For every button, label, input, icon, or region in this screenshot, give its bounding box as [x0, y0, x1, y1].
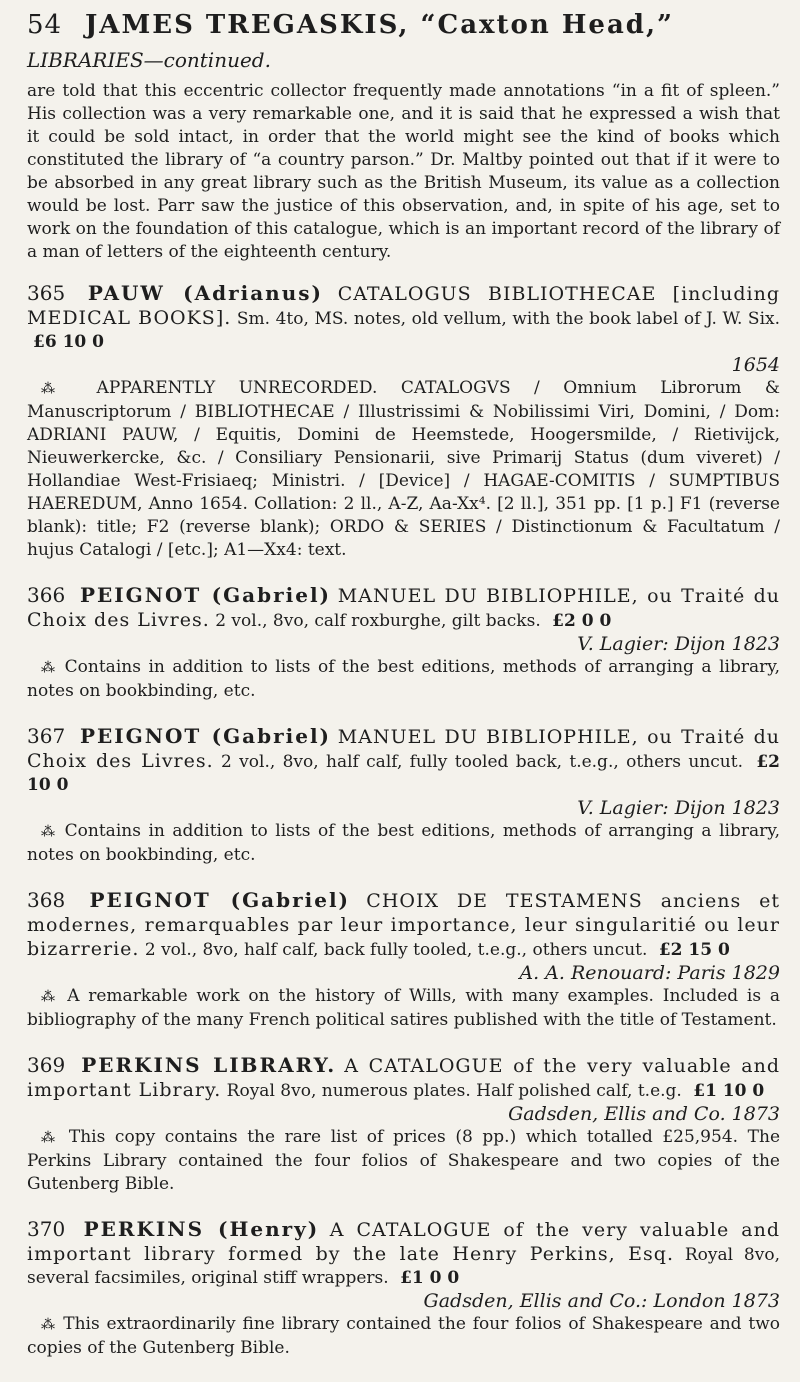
entry-author: PERKINS LIBRARY. [81, 1053, 337, 1077]
entry-number: 365 [27, 281, 66, 305]
asterism-icon: ⁂ [41, 1130, 60, 1146]
entry-imprint: 1654 [731, 354, 780, 376]
entry-note [27, 985, 780, 1032]
running-title: JAMES TREGASKIS, “Caxton Head,” [85, 10, 674, 40]
entry-number: 368 [27, 888, 66, 912]
entry-note [27, 1126, 780, 1196]
entry-imprint: Gadsden, Ellis and Co. 1873 [508, 1103, 780, 1125]
intro-paragraph: are told that this eccentric collector frequently made annotations “in a fit of spleen.” His collection was a very remarkable one, and it is said that he expressed a wish that it could be sold intact, in order that the world might see the kind of books which constituted the library of “a country parson.” Dr. Maltby pointed out that if it were to be absorbed in any great library such as the British Museum, its value as a collection would be lost. Parr saw the justice of this observation, and, in spite of his age, set to work on the foundation of this catalogue, which is an important record of the library of a man of letters of the eighteenth century. [27, 81, 780, 262]
entry-description: 2 vol., 8vo, calf roxburghe, gilt backs. [215, 611, 541, 631]
page-number: 54 [27, 10, 63, 40]
entry-author: PEIGNOT (Gabriel) [79, 724, 332, 748]
entry-note-text: Contains in addition to lists of the best editions, methods of arranging a library, notes on bookbinding, etc. [27, 821, 780, 865]
entry-note [27, 1313, 780, 1360]
entry-title: A CATALOGUE of the very valuable and important library formed by the late Henry Perkins, Esq. [27, 1219, 781, 1265]
catalogue-entry-370 [27, 1218, 780, 1360]
entry-price: £1 0 0 [400, 1268, 460, 1288]
asterism-icon: ⁂ [41, 989, 59, 1005]
entry-title: MANUEL DU BIBLIOPHILE, ou Traité du Choix des Livres. [27, 585, 781, 631]
entry-note-text: APPARENTLY UNRECORDED. CATALOGVS / Omnium Librorum & Manuscriptorum / BIBLIOTHECAE / Illustrissimi & Nobilissimi Viri, Domini, / Dom: ADRIANI PAUW, / Equitis, Domini de Heemstede, Hoogersmilde, / Rietivijck, Nieuwerkercke, &c. / Consiliary Pensionarii, sive Primarij Status (dum viveret) / Hollandiae West-Frisiaeq; Ministri. / [Device] / HAGAE-COMITIS / SUMPTIBUS HAEREDUM, Anno 1654. Collation: 2 ll., A-Z, Aa-Xx⁴. [2 ll.], 351 pp. [1 p.] F1 (reverse blank): title; F2 (reverse blank); ORDO & SERIES / Distinctionum & Facultatum / hujus Catalogi / [etc.]; A1—Xx4: text. [27, 378, 781, 560]
entry-note-text: A remarkable work on the history of Wills, with many examples. Included is a bibliography of the many French political satires published with the title of Testament. [27, 986, 781, 1030]
entry-title: CHOIX DE TESTAMENS anciens et modernes, remarquables par leur importance, leur singularitié ou leur bizarrerie. [27, 890, 781, 960]
entry-note-text: This copy contains the rare list of prices (8 pp.) which totalled £25,954. The Perkins Library contained the four folios of Shakespeare and two copies of the Gutenberg Bible. [27, 1127, 781, 1194]
entry-imprint: A. A. Renouard: Paris 1829 [519, 962, 780, 984]
catalogue-entry-368 [27, 889, 780, 1032]
entry-price: £1 10 0 [693, 1081, 765, 1101]
asterism-icon: ⁂ [41, 660, 58, 676]
entry-imprint: V. Lagier: Dijon 1823 [577, 633, 780, 655]
entry-description: Royal 8vo, numerous plates. Half polished calf, t.e.g. [226, 1081, 682, 1101]
entry-note [27, 820, 780, 867]
catalogue-entry-365 [27, 282, 780, 562]
entry-price: £6 10 0 [33, 332, 104, 352]
entry-title: A CATALOGUE of the very valuable and important Library. [27, 1055, 781, 1101]
entry-number: 366 [27, 583, 66, 607]
entry-note-text: Contains in addition to lists of the best editions, methods of arranging a library, notes on bookbinding, etc. [27, 657, 780, 701]
entry-description: Sm. 4to, MS. notes, old vellum, with the book label of J. W. Six. [236, 309, 780, 329]
entry-price: £2 0 0 [552, 611, 612, 631]
asterism-icon: ⁂ [41, 824, 58, 840]
entry-note [27, 377, 780, 562]
entry-note [27, 656, 780, 703]
entry-imprint: Gadsden, Ellis and Co.: London 1873 [423, 1290, 780, 1312]
entry-author: PEIGNOT (Gabriel) [89, 888, 351, 912]
section-label: LIBRARIES—continued. [27, 48, 271, 72]
entry-author: PAUW (Adrianus) [87, 281, 323, 305]
entry-note-text: This extraordinarily fine library contained the four folios of Shakespeare and two copies of the Gutenberg Bible. [27, 1314, 781, 1358]
entry-imprint: V. Lagier: Dijon 1823 [577, 797, 780, 819]
entry-author: PERKINS (Henry) [83, 1217, 320, 1241]
catalogue-entry-366 [27, 584, 780, 703]
catalogue-entry-367 [27, 725, 780, 867]
entry-price: £2 15 0 [658, 940, 730, 960]
entry-description: Royal 8vo, several facsimiles, original stiff wrappers. [27, 1245, 780, 1288]
entry-number: 367 [27, 724, 66, 748]
entry-title: CATALOGUS BIBLIOTHECAE [including MEDICAL BOOKS]. [27, 283, 780, 329]
entry-author: PEIGNOT (Gabriel) [79, 583, 332, 607]
entry-description: 2 vol., 8vo, half calf, fully tooled back, t.e.g., others uncut. [221, 752, 743, 772]
asterism-icon: ⁂ [41, 381, 74, 397]
catalogue-body [27, 80, 780, 1382]
entry-number: 369 [27, 1053, 66, 1077]
entry-description: 2 vol., 8vo, half calf, back fully tooled, t.e.g., others uncut. [144, 940, 648, 960]
running-head [27, 6, 780, 46]
asterism-icon: ⁂ [41, 1317, 57, 1333]
entry-number: 370 [27, 1217, 66, 1241]
catalogue-entry-369 [27, 1054, 780, 1196]
entry-price: £2 10 0 [27, 752, 780, 795]
entry-title: MANUEL DU BIBLIOPHILE, ou Traité du Choix des Livres. [27, 726, 781, 772]
